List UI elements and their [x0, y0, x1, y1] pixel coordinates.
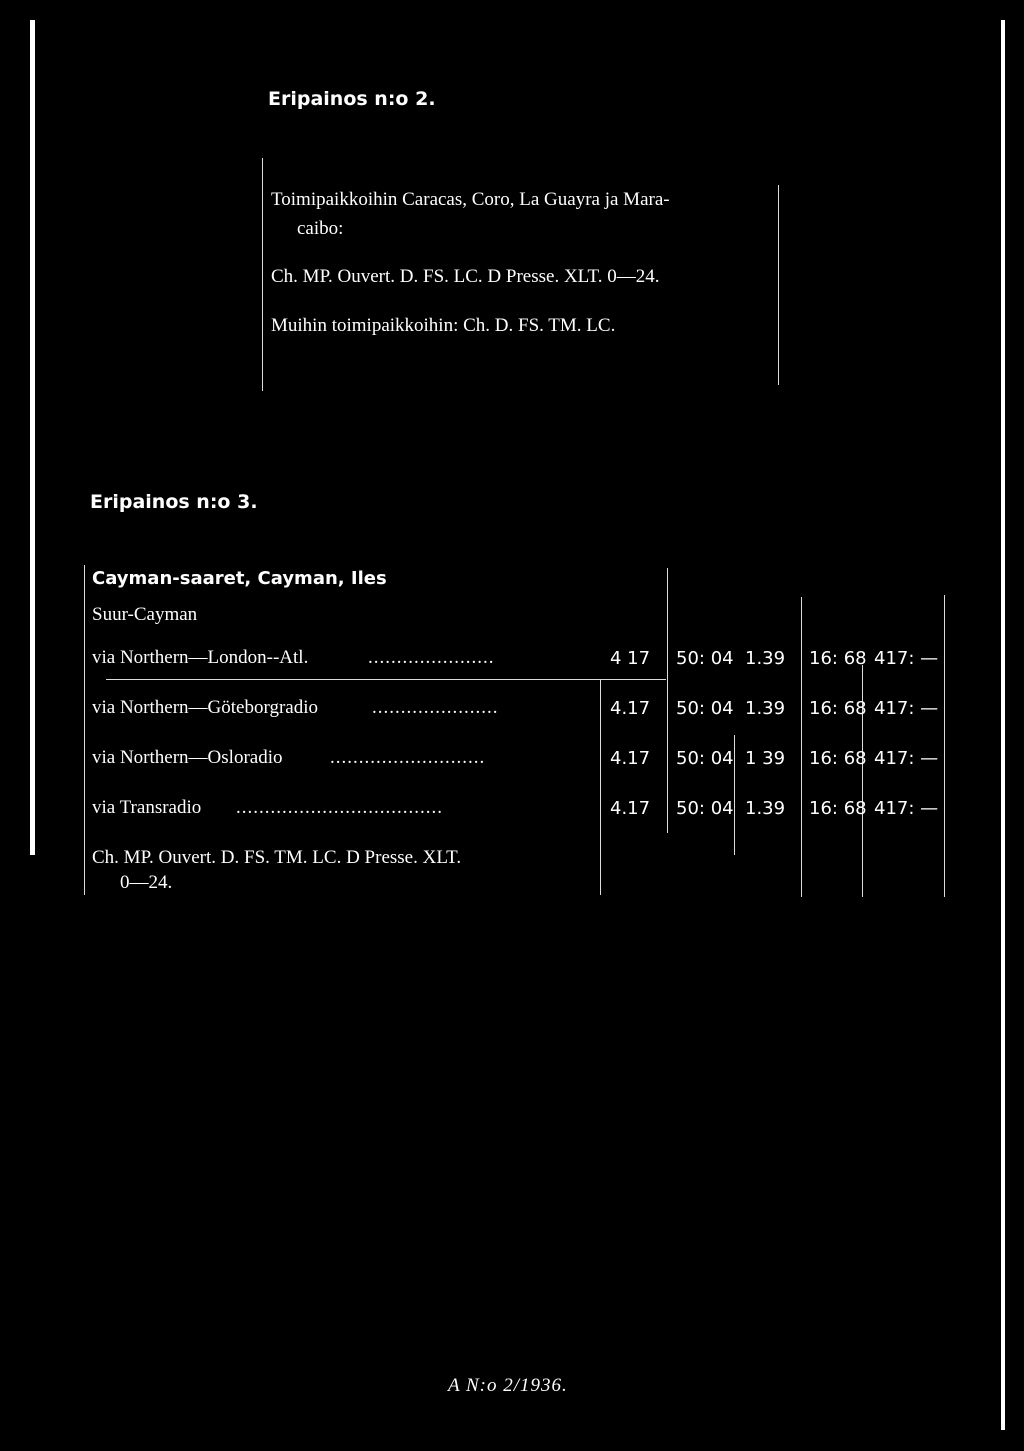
value-col4: 16: 68 — [809, 648, 867, 669]
heading-eripainos-3: Eripainos n:o 3. — [90, 491, 258, 513]
route-label: via Northern—London--Atl. — [92, 647, 309, 668]
table-title: Cayman-saaret, Cayman, Iles — [92, 568, 387, 589]
value-col4: 16: 68 — [809, 698, 867, 719]
section1-left-rule — [262, 158, 263, 391]
leader-dots: ...................... — [372, 697, 499, 718]
leader-dots: ...................... — [368, 647, 495, 668]
route-label: via Northern—Osloradio — [92, 747, 283, 768]
value-col1: 4.17 — [610, 748, 651, 769]
section1-line4: Muihin toimipaikkoihin: Ch. D. FS. TM. LC. — [271, 315, 616, 336]
table-rule-col2 — [667, 568, 668, 833]
table-subtitle: Suur-Cayman — [92, 604, 198, 625]
table-rule-col6 — [944, 595, 945, 897]
table-rule-col4 — [801, 597, 802, 897]
right-edge-bar — [1001, 20, 1005, 1430]
value-col3: 1.39 — [745, 798, 786, 819]
heading-eripainos-2: Eripainos n:o 2. — [268, 88, 436, 110]
services-note-line2: 0—24. — [120, 872, 173, 893]
value-col5: 417: — — [874, 648, 939, 669]
value-col2: 50: 04 — [676, 698, 734, 719]
left-edge-bar — [30, 20, 35, 855]
table-left-rule — [84, 565, 85, 895]
section1-line1: Toimipaikkoihin Caracas, Coro, La Guayra ja Mara- — [271, 189, 670, 210]
leader-dots: ........................... — [330, 747, 486, 768]
value-col1: 4 17 — [610, 648, 651, 669]
value-col2: 50: 04 — [676, 748, 734, 769]
table-divider — [106, 679, 666, 680]
value-col1: 4.17 — [610, 698, 651, 719]
value-col2: 50: 04 — [676, 798, 734, 819]
value-col5: 417: — — [874, 798, 939, 819]
section1-right-rule — [778, 185, 779, 385]
table-rule-col3 — [734, 735, 735, 855]
services-note-line1: Ch. MP. Ouvert. D. FS. TM. LC. D Presse. XLT. — [92, 847, 462, 868]
value-col3: 1 39 — [745, 748, 786, 769]
route-label: via Northern—Göteborgradio — [92, 697, 319, 718]
leader-dots: .................................... — [236, 797, 443, 818]
section1-line2: caibo: — [297, 218, 344, 239]
value-col3: 1.39 — [745, 698, 786, 719]
value-col1: 4.17 — [610, 798, 651, 819]
value-col4: 16: 68 — [809, 748, 867, 769]
route-label: via Transradio — [92, 797, 202, 818]
section1-line3: Ch. MP. Ouvert. D. FS. LC. D Presse. XLT. 0—24. — [271, 266, 660, 287]
value-col5: 417: — — [874, 698, 939, 719]
page-footer: A N:o 2/1936. — [448, 1375, 568, 1396]
value-col5: 417: — — [874, 748, 939, 769]
value-col2: 50: 04 — [676, 648, 734, 669]
table-rule-col1 — [600, 680, 601, 895]
value-col4: 16: 68 — [809, 798, 867, 819]
value-col3: 1.39 — [745, 648, 786, 669]
